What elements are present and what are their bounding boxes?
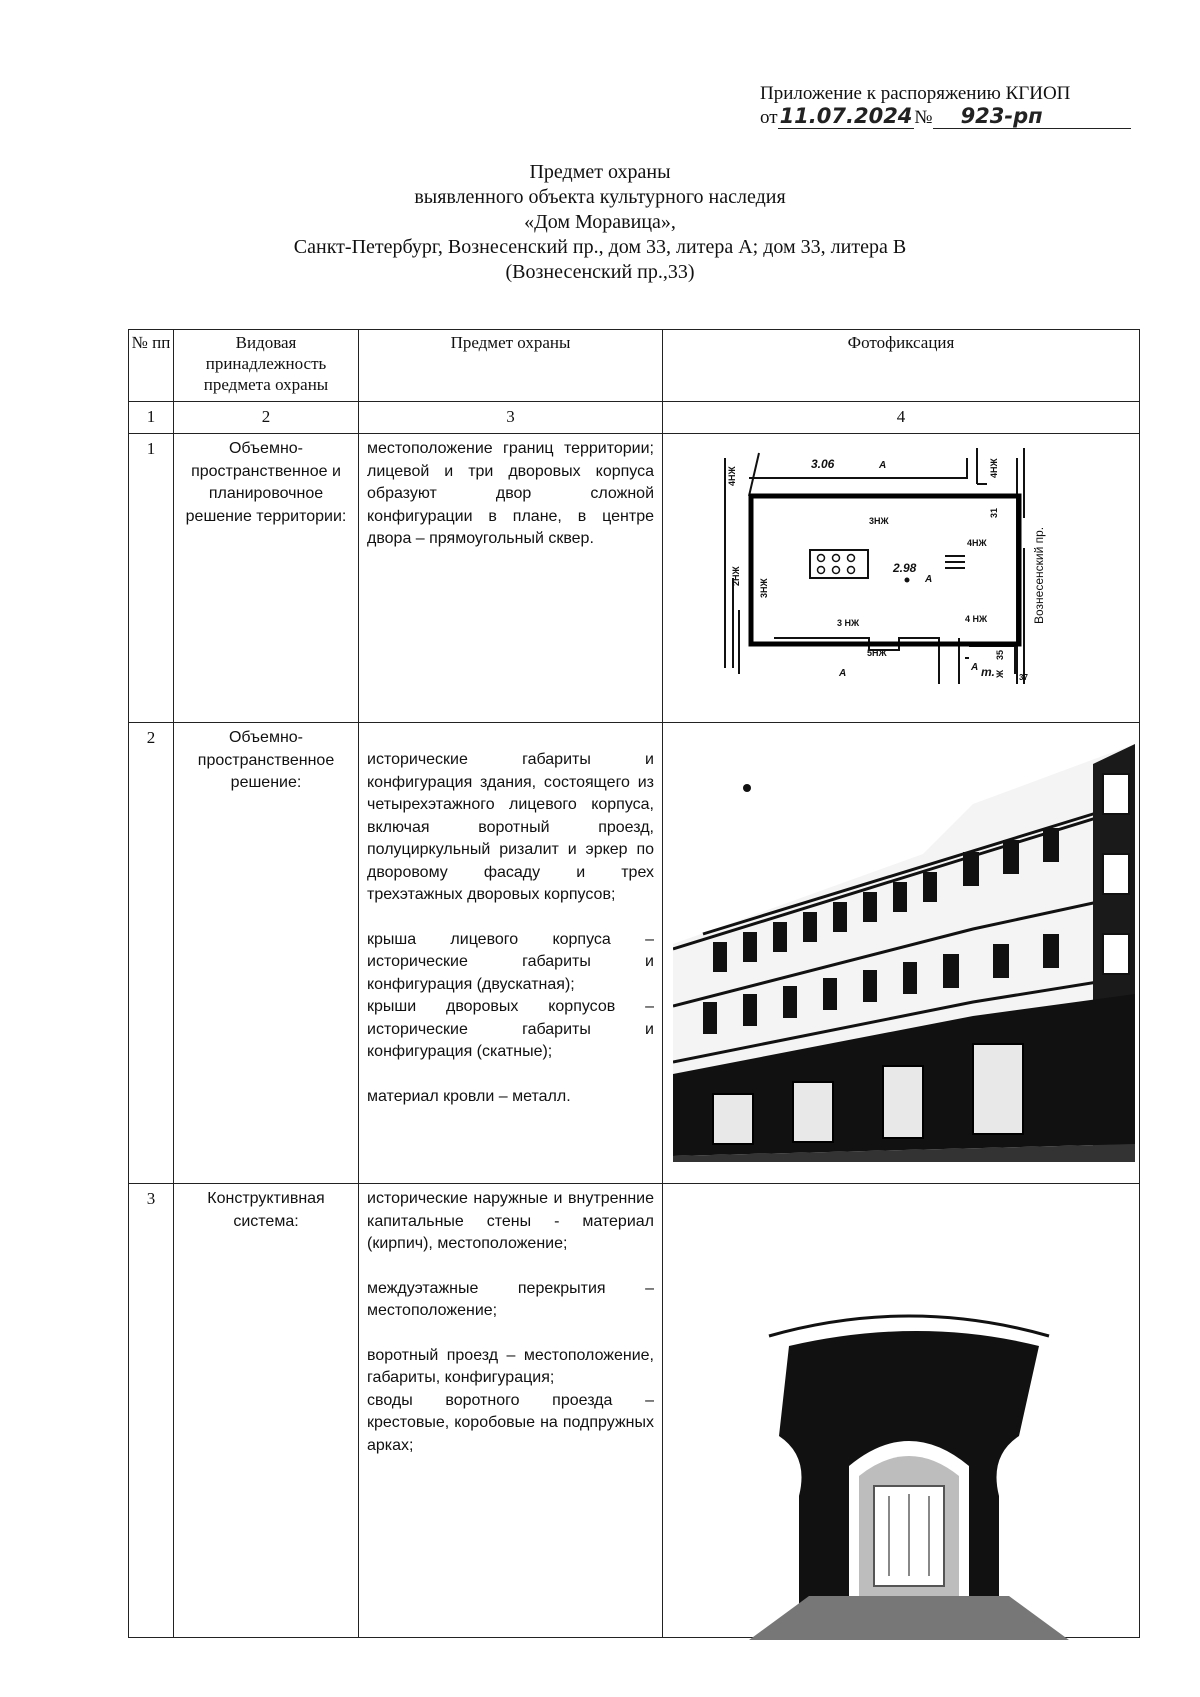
row-1-num: 1	[146, 439, 156, 458]
plan-label: 35	[995, 649, 1005, 660]
row-3-subject-item	[367, 1256, 654, 1278]
plan-street-label: Вознесенский пр.	[1032, 526, 1046, 624]
annex-date-line	[760, 105, 1140, 129]
plan-label: 3НЖ	[869, 516, 889, 526]
plan-label: 4НЖ	[967, 538, 987, 548]
from-prefix: от	[760, 107, 778, 128]
plan-label: 3 НЖ	[837, 618, 860, 628]
plan-label: Ж	[995, 669, 1005, 678]
plan-label: т.	[981, 665, 995, 679]
plan-label: 4НЖ	[989, 458, 999, 478]
column-divider	[662, 330, 663, 1637]
title-line-3: «Дом Моравица»,	[524, 211, 676, 233]
row-2-type: Объемно-пространственное решение:	[197, 729, 335, 791]
plan-label: A	[839, 668, 847, 679]
building-facade-photo	[673, 744, 1135, 1162]
row-divider	[129, 401, 1139, 402]
protection-table	[128, 329, 1140, 1638]
handwritten-date: 11.07.2024	[779, 104, 913, 128]
plan-label: 31	[989, 507, 999, 518]
title-line-4: Санкт-Петербург, Вознесенский пр., дом 33, литера А; дом 33, литера В	[293, 236, 907, 258]
row-1-type: Объемно-пространственное и планировочное решение территории:	[185, 440, 347, 525]
number-sign: №	[914, 107, 933, 128]
row-2-subject	[367, 749, 654, 1108]
row-3-type: Конструктивная система:	[207, 1190, 325, 1230]
plan-label: 5НЖ	[867, 648, 887, 658]
title-line-2: выявленного объекта культурного наследия	[414, 186, 786, 208]
plan-label: 2.98	[893, 561, 917, 575]
col-number-3: 3	[506, 407, 515, 426]
col-number-2: 2	[261, 407, 271, 426]
row-divider	[129, 722, 1139, 723]
column-divider	[358, 330, 359, 1637]
row-1-subject-line-b: лицевой и три дворовых корпуса образуют двор сложной конфигурации в плане, в центре двора – прямоугольный сквер.	[367, 462, 654, 547]
gate-passage-photo	[749, 1296, 1069, 1640]
row-2-subject-item	[367, 1064, 654, 1086]
header-type: Видовая принадлежность предмета охраны	[203, 333, 329, 394]
plan-label: A	[971, 662, 979, 673]
document-title	[120, 160, 1080, 285]
row-divider	[129, 433, 1139, 434]
row-2-subject-item: крыша лицевого корпуса – исторические габариты и конфигурация (двускатная);	[367, 930, 654, 993]
row-2-subject-item: исторические габариты и конфигурация здания, состоящего из четырехэтажного лицевого корпуса, включая воротный проезд, полуциркульный ризалит и эркер по дворовому фасаду и трех трехэтажных дворовых корпусов;	[367, 751, 654, 903]
plan-label: 3НЖ	[759, 578, 769, 598]
col-number-1: 1	[146, 407, 156, 426]
row-1-subject-line-a: местоположение границ территории;	[367, 440, 654, 457]
row-3-num: 3	[146, 1189, 156, 1208]
plan-label: 2НЖ	[731, 566, 741, 586]
row-3-subject-item: междуэтажные перекрытия – местоположение;	[367, 1279, 654, 1319]
row-3-subject-item: воротный проезд – местоположение, габариты, конфигурация;	[367, 1346, 654, 1386]
plan-label: A	[879, 460, 887, 471]
row-divider	[129, 1183, 1139, 1184]
title-line-1: Предмет охраны	[529, 161, 671, 183]
row-3-subject-item: исторические наружные и внутренние капитальные стены - материал (кирпич), местоположение;	[367, 1190, 654, 1252]
header-photo: Фотофиксация	[847, 333, 955, 352]
row-2-subject-item: крыши дворовых корпусов – исторические габариты и конфигурация (скатные);	[367, 998, 654, 1060]
header-num: № пп	[131, 333, 171, 352]
handwritten-number: 923-рп	[933, 105, 1131, 129]
column-divider	[173, 330, 174, 1637]
plan-label: 4 НЖ	[965, 614, 988, 624]
col-number-4: 4	[896, 407, 906, 426]
header-subject: Предмет охраны	[450, 333, 571, 352]
row-3-subject-item: своды воротного проезда – крестовые, коробовые на подпружных арках;	[367, 1391, 654, 1454]
row-3-subject	[367, 1188, 654, 1457]
plan-label: 3.06	[811, 457, 835, 471]
plan-label: 37	[1019, 673, 1028, 682]
row-3-subject-item	[367, 1323, 654, 1345]
row-2-subject-item: материал кровли – металл.	[367, 1087, 571, 1105]
row-2-subject-item	[367, 907, 654, 929]
title-line-5: (Вознесенский пр.,33)	[505, 261, 695, 283]
row-2-num: 2	[146, 728, 156, 747]
plan-label: A	[925, 574, 933, 585]
annex-header	[760, 82, 1140, 129]
site-plan-image	[719, 438, 1129, 684]
annex-label: Приложение к распоряжению КГИОП	[760, 83, 1071, 104]
row-1-subject	[367, 438, 654, 551]
plan-label: 4НЖ	[727, 466, 737, 486]
